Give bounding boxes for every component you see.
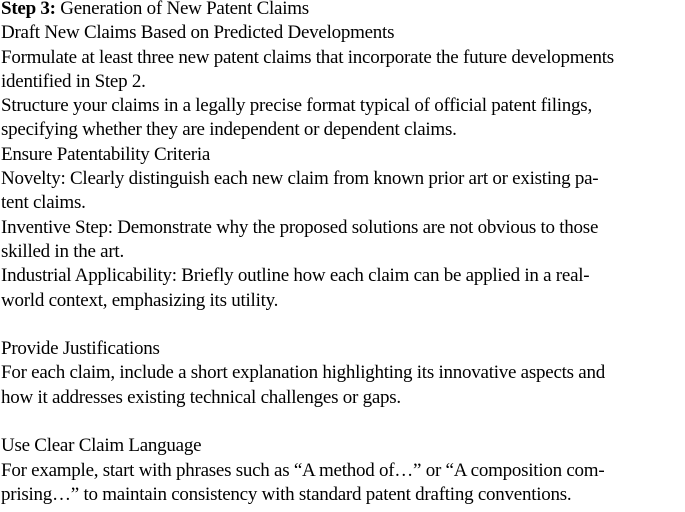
body-line: Industrial Applicability: Briefly outline how each claim can be applied in a real- xyxy=(1,265,590,287)
body-line: Formulate at least three new patent claims that incorporate the future developments xyxy=(1,46,614,68)
step-title-text: Generation of New Patent Claims xyxy=(55,0,309,19)
body-line: For each claim, include a short explanation highlighting its innovative aspects and xyxy=(1,362,605,384)
body-line: world context, emphasizing its utility. xyxy=(1,289,279,311)
step-label: Step 3: xyxy=(1,0,56,19)
step-title xyxy=(1,0,685,21)
body-line: skilled in the art. xyxy=(1,240,124,262)
body-line: Novelty: Clearly distinguish each new claim from known prior art or existing pa- xyxy=(1,168,599,190)
body-line: For example, start with phrases such as “A method of…” or “A composition com- xyxy=(1,459,605,481)
body-line: specifying whether they are independent or dependent claims. xyxy=(1,119,457,141)
section-heading: Use Clear Claim Language xyxy=(1,435,202,457)
body-line: prising…” to maintain consistency with standard patent drafting conventions. xyxy=(1,483,572,505)
body-line: tent claims. xyxy=(1,192,86,214)
body-line: identified in Step 2. xyxy=(1,70,146,92)
section-heading: Ensure Patentability Criteria xyxy=(1,143,211,165)
spacer xyxy=(1,313,685,337)
body-line: how it addresses existing technical challenges or gaps. xyxy=(1,386,401,408)
body-line: Inventive Step: Demonstrate why the proposed solutions are not obvious to those xyxy=(1,216,599,238)
section-heading: Draft New Claims Based on Predicted Developments xyxy=(1,22,395,44)
spacer xyxy=(1,410,685,434)
section-heading: Provide Justifications xyxy=(1,338,160,360)
body-line: Structure your claims in a legally precise format typical of official patent filings, xyxy=(1,95,592,117)
